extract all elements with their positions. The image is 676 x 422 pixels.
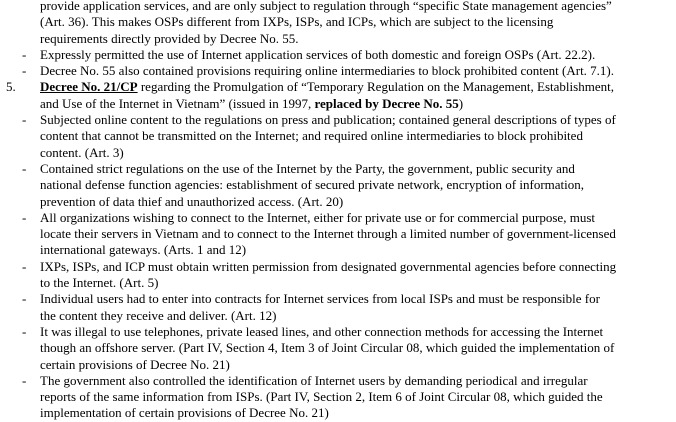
bullet-dash: - (22, 46, 27, 62)
list-item (0, 324, 676, 373)
text-line: content. (Art. 3) (40, 144, 124, 160)
text-line: international gateways. (Arts. 1 and 12) (40, 242, 247, 258)
list-item (0, 373, 676, 422)
list-item (0, 291, 676, 324)
continuation-paragraph (0, 0, 676, 47)
text-line: It was illegal to use telephones, private leased lines, and other connection methods for accessing the Internet (40, 323, 604, 339)
text-line: IXPs, ISPs, and ICP must obtain written permission from designated governmental agencies before connecting (40, 258, 617, 274)
text-line: certain provisions of Decree No. 21) (40, 356, 230, 372)
text-line: Contained strict regulations on the use of the Internet by the Party, the government, public security and (40, 160, 575, 176)
bullet-dash: - (22, 209, 27, 225)
text-line: though an offshore server. (Part IV, Section 4, Item 3 of Joint Circular 08, which guided the implementation of (40, 340, 615, 356)
text-line: Expressly permitted the use of Internet application services of both domestic and foreign OSPs (Art. 22.2). (40, 46, 596, 62)
text-line: locate their servers in Vietnam and to connect to the Internet through a limited number of government-licensed (40, 226, 616, 242)
text-line: All organizations wishing to connect to the Internet, either for private use or for commercial purpose, must (40, 209, 595, 225)
bullet-dash: - (22, 160, 27, 176)
list-item (0, 47, 676, 63)
bullet-dash: - (22, 291, 27, 307)
text-line: Subjected online content to the regulations on press and publication; contained general descriptions of types of (40, 112, 616, 128)
bullet-dash: - (22, 372, 27, 388)
list-item (0, 210, 676, 259)
list-item (0, 63, 676, 79)
text-line (40, 96, 670, 112)
numbered-item-5 (0, 79, 676, 112)
text-segment: regarding the Promulgation of “Temporary Regulation on the Management, Establishment, (137, 79, 614, 95)
text-line: Decree No. 55 also contained provisions requiring online intermediaries to block prohibited content (Art. 7.1). (40, 63, 615, 79)
text-line: (Art. 36). This makes OSPs different from IXPs, ISPs, and ICPs, which are subject to the licensing (40, 14, 554, 30)
list-item (0, 259, 676, 292)
text-line: Individual users had to enter into contracts for Internet services from local ISPs and must be responsible for (40, 291, 600, 307)
text-line: to the Internet. (Art. 5) (40, 275, 159, 291)
text-line: prevention of data thief and unauthorized access. (Art. 20) (40, 193, 344, 209)
list-item (0, 112, 676, 161)
replaced-note: replaced by Decree No. 55 (314, 95, 459, 111)
bullet-dash: - (22, 258, 27, 274)
text-line: national defense function agencies: establishment of secured private network, encryption of information, (40, 177, 585, 193)
text-line: implementation of certain provisions of Decree No. 21) (40, 405, 329, 421)
text-line: requirements directly provided by Decree No. 55. (40, 30, 299, 46)
bullet-dash: - (22, 323, 27, 339)
bullet-dash: - (22, 63, 27, 79)
text-line: content that cannot be transmitted on the Internet; and required online intermediaries to block prohibited (40, 128, 583, 144)
text-line: provide application services, and are only subject to regulation through “specific State management agencies” (40, 0, 612, 13)
text-segment: and Use of the Internet in Vietnam” (issued in 1997, (40, 95, 315, 111)
text-line (40, 79, 670, 95)
list-item (0, 161, 676, 210)
list-number: 5. (6, 79, 16, 95)
text-segment: ) (458, 95, 464, 111)
text-line: reports of the same information from ISPs. (Part IV, Section 2, Item 6 of Joint Circular 08, which guided the (40, 389, 603, 405)
text-line: The government also controlled the identification of Internet users by demanding periodical and irregular (40, 372, 588, 388)
text-line: the content they receive and deliver. (Art. 12) (40, 307, 277, 323)
bullet-dash: - (22, 112, 27, 128)
decree-title: Decree No. 21/CP (40, 79, 138, 95)
